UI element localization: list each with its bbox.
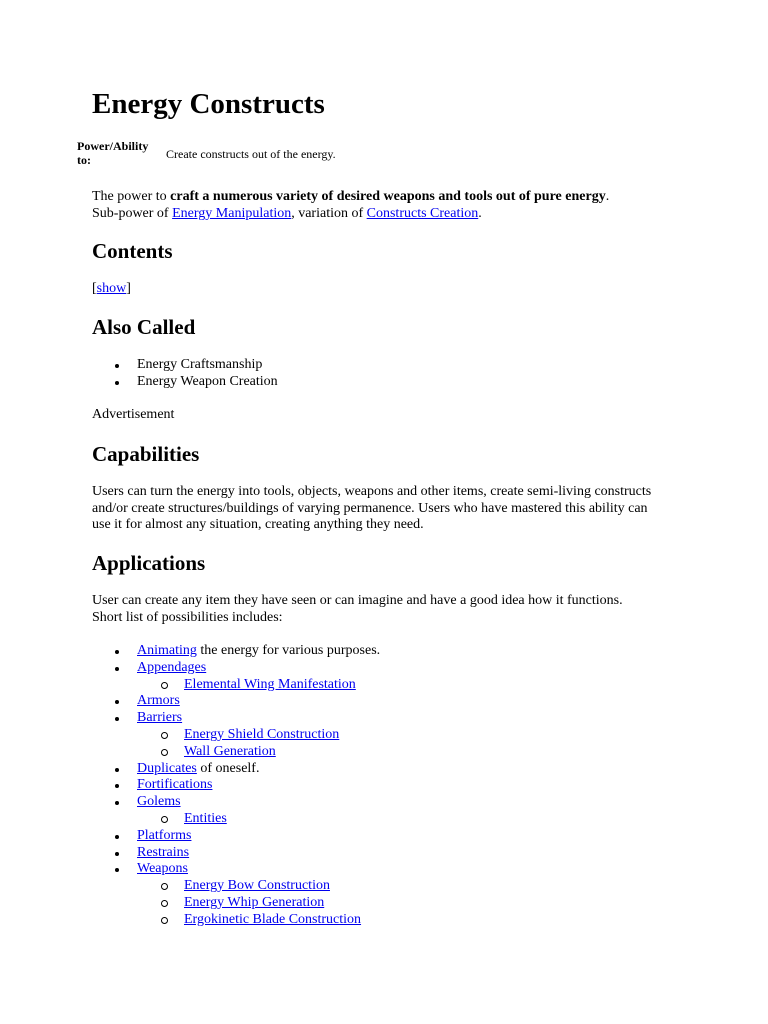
also-called-heading: Also Called — [92, 315, 196, 339]
constructs-creation-link[interactable]: Constructs Creation — [366, 205, 479, 221]
circle-bullet-icon — [161, 878, 171, 895]
application-link[interactable]: Weapons — [137, 861, 188, 877]
intro-end: . — [478, 205, 482, 221]
ability-label: Power/Ability to: — [77, 139, 149, 167]
list-item — [184, 727, 339, 744]
list-item — [137, 845, 189, 862]
show-contents-link[interactable]: show — [96, 281, 127, 296]
application-link[interactable]: Energy Bow Construction — [184, 878, 330, 894]
application-link[interactable]: Restrains — [137, 844, 190, 860]
bullet-icon — [114, 794, 122, 811]
application-link[interactable]: Elemental Wing Manifestation — [184, 676, 356, 692]
applications-text: User can create any item they have seen or can imagine and have a good idea how it functions. Short list of possibilities includes: — [92, 593, 623, 625]
circle-bullet-icon — [161, 677, 171, 694]
application-link[interactable]: Ergokinetic Blade Construction — [184, 911, 362, 927]
list-item-text: of oneself. — [196, 760, 260, 776]
bullet-icon — [114, 693, 122, 710]
intro-bold: craft a numerous variety of desired weapons and tools out of pure energy — [170, 189, 606, 204]
page-title: Energy Constructs — [92, 88, 325, 120]
intro-sub-prefix: Sub-power of — [92, 205, 173, 221]
list-item: Energy Weapon Creation — [137, 374, 278, 389]
intro-middle: , variation of — [291, 205, 367, 221]
list-item — [184, 744, 276, 761]
circle-bullet-icon — [161, 895, 171, 912]
contents-heading: Contents — [92, 239, 173, 263]
bullet-icon — [114, 761, 122, 778]
list-item — [137, 761, 259, 778]
capabilities-heading: Capabilities — [92, 442, 200, 466]
application-link[interactable]: Wall Generation — [184, 743, 276, 759]
application-link[interactable]: Appendages — [137, 659, 207, 675]
list-item — [137, 693, 180, 710]
capabilities-text: Users can turn the energy into tools, objects, weapons and other items, create semi-living constructs and/or create structures/buildings of varying permanence. Users who have mastered this ability can use it for almost any situation, creating anything they need. — [92, 484, 652, 532]
list-item — [137, 794, 181, 811]
list-item — [137, 777, 212, 794]
list-item — [137, 828, 191, 845]
list-item — [184, 811, 227, 828]
circle-bullet-icon — [161, 811, 171, 828]
intro-paragraph — [92, 189, 712, 222]
circle-bullet-icon — [161, 727, 171, 744]
application-link[interactable]: Barriers — [137, 710, 183, 726]
list-item — [184, 912, 361, 929]
list-item — [184, 878, 330, 895]
list-item — [137, 861, 188, 878]
list-item — [137, 643, 380, 660]
application-link[interactable]: Golems — [137, 794, 181, 810]
list-item — [137, 660, 206, 677]
bullet-icon — [114, 643, 122, 660]
advertisement-label: Advertisement — [92, 407, 175, 422]
bracket-open: [ — [92, 281, 97, 296]
application-link[interactable]: Armors — [137, 693, 180, 709]
contents-toggle — [92, 281, 131, 298]
ability-value: Create constructs out of the energy. — [166, 147, 336, 161]
energy-manipulation-link[interactable]: Energy Manipulation — [172, 205, 292, 221]
list-item — [184, 677, 356, 694]
circle-bullet-icon — [161, 912, 171, 929]
list-item-text: the energy for various purposes. — [196, 643, 381, 658]
bullet-icon — [114, 828, 122, 845]
application-link[interactable]: Energy Whip Generation — [184, 895, 325, 910]
circle-bullet-icon — [161, 744, 171, 761]
application-link[interactable]: Fortifications — [137, 777, 213, 793]
application-link[interactable]: Energy Shield Construction — [184, 727, 340, 742]
application-link[interactable]: Animating — [137, 643, 197, 658]
bullet-icon — [114, 710, 122, 727]
applications-heading: Applications — [92, 551, 206, 575]
bullet-icon — [114, 777, 122, 794]
bullet-icon — [114, 845, 122, 862]
list-item — [137, 710, 182, 727]
application-link[interactable]: Entities — [184, 811, 227, 826]
list-item — [184, 895, 324, 912]
bullet-icon — [114, 374, 122, 391]
bullet-icon — [114, 861, 122, 878]
application-link[interactable]: Platforms — [137, 827, 192, 843]
intro-after-bold: . — [605, 189, 610, 204]
intro-prefix: The power to — [92, 189, 171, 204]
list-item: Energy Craftsmanship — [137, 357, 263, 372]
bracket-close: ] — [126, 281, 131, 296]
bullet-icon — [114, 357, 122, 374]
application-link[interactable]: Duplicates — [137, 760, 197, 776]
bullet-icon — [114, 660, 122, 677]
